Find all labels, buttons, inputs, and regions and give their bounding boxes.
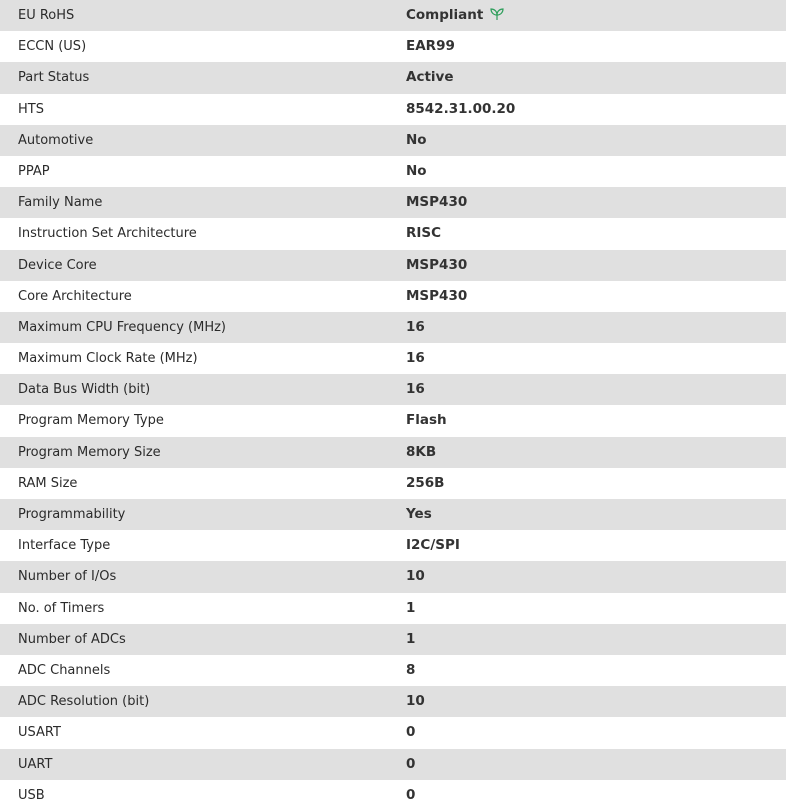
spec-label: ECCN (US) [18, 39, 87, 55]
spec-row-automotive [0, 125, 786, 156]
spec-value: MSP430 [406, 287, 468, 304]
spec-label: ADC Channels [18, 662, 111, 678]
spec-value: 10 [406, 568, 425, 585]
leaf-icon [489, 7, 505, 21]
spec-row-isa [0, 218, 786, 249]
spec-label: Program Memory Type [18, 413, 164, 429]
spec-label: Automotive [18, 132, 94, 148]
spec-row-adc-resolution [0, 686, 786, 717]
spec-value: 0 [406, 755, 416, 772]
spec-row-no-of-timers [0, 593, 786, 624]
spec-value: 0 [406, 786, 416, 803]
spec-label: Maximum Clock Rate (MHz) [18, 351, 198, 367]
spec-row-program-memory-size [0, 437, 786, 468]
spec-label: Interface Type [18, 538, 111, 554]
spec-value-text: Compliant [406, 7, 484, 23]
spec-value: 0 [406, 724, 416, 741]
spec-label: Family Name [18, 195, 103, 211]
spec-value: 1 [406, 599, 416, 616]
spec-label: Part Status [18, 70, 90, 86]
spec-value: No [406, 131, 427, 148]
spec-row-number-of-adcs [0, 624, 786, 655]
spec-label: UART [18, 756, 53, 772]
spec-row-programmability [0, 499, 786, 530]
spec-row-usart [0, 717, 786, 748]
spec-label: Number of I/Os [18, 569, 117, 585]
spec-row-core-architecture [0, 281, 786, 312]
spec-value: EAR99 [406, 38, 455, 55]
spec-value: 1 [406, 630, 416, 647]
spec-label: EU RoHS [18, 8, 75, 23]
spec-row-eccn [0, 31, 786, 62]
spec-label: USART [18, 725, 61, 741]
spec-label: HTS [18, 101, 44, 117]
spec-row-device-core [0, 250, 786, 281]
spec-value: 10 [406, 693, 425, 710]
spec-row-interface-type [0, 530, 786, 561]
spec-value: 16 [406, 318, 425, 335]
spec-label: Number of ADCs [18, 631, 126, 647]
spec-value: 8542.31.00.20 [406, 100, 516, 117]
spec-row-hts [0, 94, 786, 125]
spec-row-usb [0, 780, 786, 811]
spec-label: USB [18, 787, 45, 803]
spec-label: No. of Timers [18, 600, 105, 616]
spec-label: Core Architecture [18, 288, 132, 304]
spec-value: 8 [406, 661, 416, 678]
spec-label: Programmability [18, 507, 126, 522]
spec-row-ppap [0, 156, 786, 187]
spec-value: 8KB [406, 443, 437, 460]
spec-value [406, 0, 505, 31]
spec-label: Program Memory Size [18, 444, 161, 460]
spec-row-family-name [0, 187, 786, 218]
spec-value: 256B [406, 474, 445, 491]
spec-label: PPAP [18, 163, 50, 179]
spec-value: Flash [406, 412, 447, 429]
spec-row-ram-size [0, 468, 786, 499]
spec-value: 16 [406, 350, 425, 367]
spec-label: Instruction Set Architecture [18, 226, 197, 242]
spec-label: Data Bus Width (bit) [18, 382, 151, 398]
spec-label: Device Core [18, 257, 97, 273]
spec-row-data-bus-width [0, 374, 786, 405]
spec-row-max-cpu-frequency [0, 312, 786, 343]
spec-value: RISC [406, 225, 442, 242]
spec-value: MSP430 [406, 194, 468, 211]
spec-row-uart [0, 749, 786, 780]
spec-row-program-memory-type [0, 405, 786, 436]
spec-value: Yes [406, 506, 432, 522]
spec-row-adc-channels [0, 655, 786, 686]
spec-row-part-status [0, 62, 786, 93]
spec-value: I2C/SPI [406, 537, 460, 554]
spec-value: Active [406, 69, 454, 86]
spec-value: No [406, 162, 427, 179]
spec-row-eu-rohs [0, 0, 786, 31]
spec-label: Maximum CPU Frequency (MHz) [18, 319, 226, 335]
spec-label: ADC Resolution (bit) [18, 694, 150, 710]
spec-value: MSP430 [406, 256, 468, 273]
spec-value: 16 [406, 381, 425, 398]
spec-row-number-of-ios [0, 561, 786, 592]
spec-row-max-clock-rate [0, 343, 786, 374]
spec-label: RAM Size [18, 475, 78, 491]
